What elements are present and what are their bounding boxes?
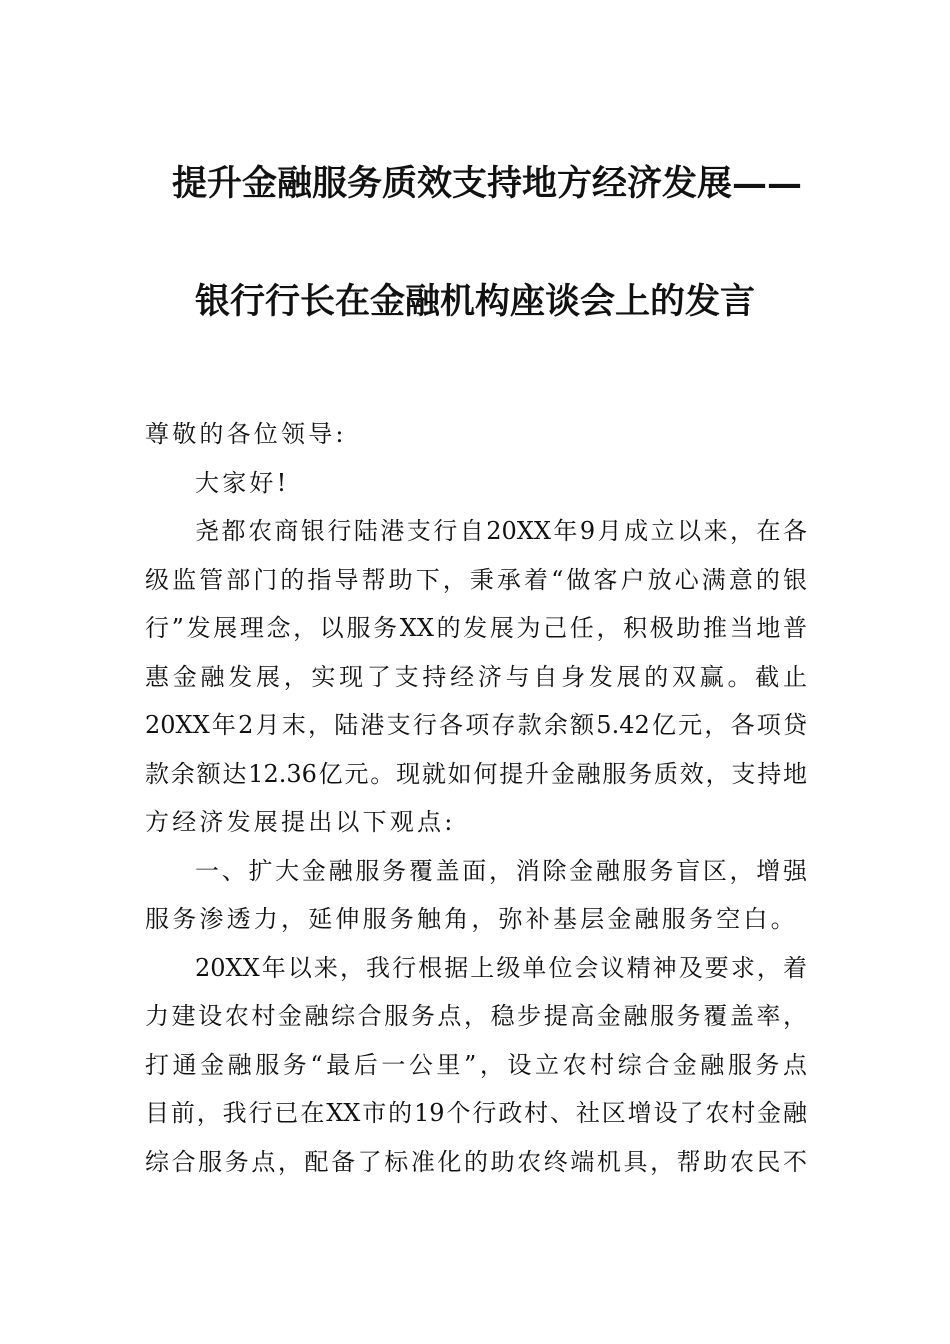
paragraph-line: 行”发展理念，以服务XX的发展为己任，积极助推当地普 bbox=[145, 614, 807, 642]
salutation: 尊敬的各位领导: bbox=[145, 420, 347, 448]
paragraph-line: 方经济发展提出以下观点: bbox=[145, 808, 456, 836]
document-body bbox=[145, 410, 815, 1186]
paragraph-line: 综合服务点，配备了标准化的助农终端机具，帮助农民不 bbox=[145, 1147, 807, 1176]
paragraph-line: 20XX年2月末，陆港支行各项存款余额5.42亿元，各项贷 bbox=[145, 711, 807, 739]
document-title-line-1: 提升金融服务质效支持地方经济发展—— bbox=[171, 163, 802, 204]
paragraph-line: 打通金融服务“最后一公里”，设立农村综合金融服务点 bbox=[145, 1050, 807, 1079]
paragraph-line: 尧都农商银行陆港支行自20XX年9月成立以来，在各 bbox=[195, 517, 807, 545]
section-heading-line: 一、扩大金融服务覆盖面，消除金融服务盲区，增强 bbox=[195, 856, 807, 885]
paragraph-line: 级监管部门的指导帮助下，秉承着“做客户放心满意的银 bbox=[145, 565, 807, 594]
paragraph-line: 目前，我行已在XX市的19个行政村、社区增设了农村金融 bbox=[145, 1099, 807, 1127]
section-heading-line: 服务渗透力，延伸服务触角，弥补基层金融服务空白。 bbox=[145, 905, 798, 933]
paragraph-line: 款余额达12.36亿元。现就如何提升金融服务质效，支持地 bbox=[145, 759, 807, 788]
paragraph-line: 力建设农村金融综合服务点，稳步提高金融服务覆盖率， bbox=[145, 1002, 807, 1030]
greeting: 大家好! bbox=[195, 468, 290, 497]
paragraph-line: 20XX年以来，我行根据上级单位会议精神及要求，着 bbox=[195, 953, 807, 982]
paragraph-line: 惠金融发展，实现了支持经济与自身发展的双赢。截止 bbox=[145, 662, 807, 691]
document-title-line-2: 银行行长在金融机构座谈会上的发言 bbox=[194, 281, 755, 322]
